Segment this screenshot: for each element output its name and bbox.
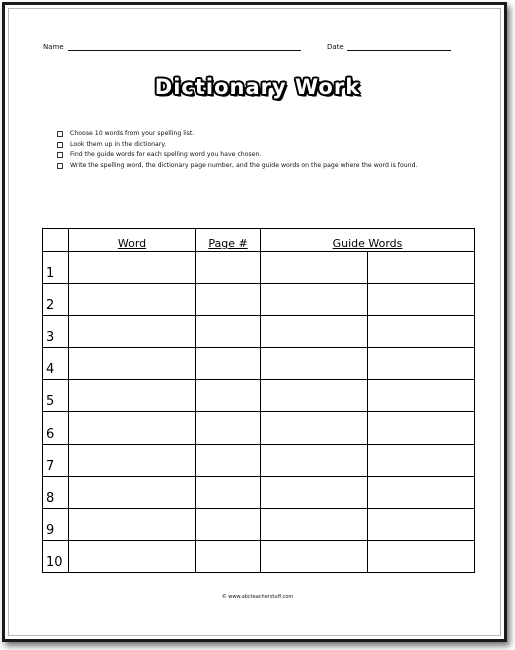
word-cell <box>69 316 196 348</box>
guide-word-1-cell <box>261 316 368 348</box>
word-cell <box>69 284 196 316</box>
guide-word-1-cell <box>261 252 368 284</box>
row-number: 3 <box>43 316 69 348</box>
page-cell <box>196 412 261 444</box>
guide-word-1-cell <box>261 412 368 444</box>
instruction-item <box>57 161 467 172</box>
table-row <box>43 252 475 284</box>
table-row <box>43 284 475 316</box>
checkbox-bullet-icon <box>57 152 63 158</box>
guide-word-1-cell <box>261 348 368 380</box>
guide-word-1-cell <box>261 540 368 572</box>
word-cell <box>69 540 196 572</box>
page-cell <box>196 508 261 540</box>
word-cell <box>69 412 196 444</box>
instruction-item <box>57 140 467 151</box>
checkbox-bullet-icon <box>57 163 63 169</box>
guide-word-1-cell <box>261 508 368 540</box>
checkbox-bullet-icon <box>57 131 63 137</box>
header-guide-words: Guide Words <box>261 229 475 252</box>
worksheet-title: Dictionary Work <box>154 75 361 99</box>
header-page: Page # <box>196 229 261 252</box>
guide-word-2-cell <box>368 540 475 572</box>
table-row <box>43 412 475 444</box>
table-row <box>43 508 475 540</box>
page-cell <box>196 444 261 476</box>
worksheet-frame <box>2 2 507 642</box>
word-cell <box>69 348 196 380</box>
guide-word-2-cell <box>368 316 475 348</box>
name-label: Name <box>43 43 64 51</box>
page-cell <box>196 252 261 284</box>
row-number: 9 <box>43 508 69 540</box>
word-cell <box>69 508 196 540</box>
guide-word-1-cell <box>261 284 368 316</box>
guide-word-2-cell <box>368 444 475 476</box>
footer-url: © www.abcteacherstuff.com <box>221 594 294 600</box>
header-number-cell <box>43 229 69 252</box>
page-cell <box>196 316 261 348</box>
instruction-list <box>57 129 467 171</box>
row-number: 5 <box>43 380 69 412</box>
instruction-text: Look them up in the dictionary. <box>70 140 167 148</box>
row-number: 2 <box>43 284 69 316</box>
row-number: 1 <box>43 252 69 284</box>
date-label: Date <box>327 43 344 51</box>
word-cell <box>69 252 196 284</box>
page-cell <box>196 284 261 316</box>
table-row <box>43 316 475 348</box>
row-number: 4 <box>43 348 69 380</box>
table-row <box>43 476 475 508</box>
guide-word-1-cell <box>261 476 368 508</box>
table-row <box>43 348 475 380</box>
table-row <box>43 444 475 476</box>
row-number: 8 <box>43 476 69 508</box>
instruction-text: Write the spelling word, the dictionary page number, and the guide words on the page where the word is found. <box>70 161 418 169</box>
instruction-item <box>57 150 467 161</box>
row-number: 10 <box>43 540 69 572</box>
instruction-text: Find the guide words for each spelling word you have chosen. <box>70 151 262 158</box>
word-cell <box>69 476 196 508</box>
page-cell <box>196 476 261 508</box>
name-line <box>68 50 301 51</box>
instruction-item <box>57 129 467 140</box>
guide-word-2-cell <box>368 412 475 444</box>
guide-word-1-cell <box>261 444 368 476</box>
guide-word-1-cell <box>261 380 368 412</box>
row-number: 7 <box>43 444 69 476</box>
row-number: 6 <box>43 412 69 444</box>
instruction-text: Choose 10 words from your spelling list. <box>70 130 195 137</box>
dictionary-table <box>42 228 475 573</box>
guide-word-2-cell <box>368 284 475 316</box>
page-cell <box>196 380 261 412</box>
table-row <box>43 540 475 572</box>
guide-word-2-cell <box>368 476 475 508</box>
page-cell <box>196 540 261 572</box>
table-header-row <box>43 229 475 252</box>
table-row <box>43 380 475 412</box>
header-word: Word <box>69 229 196 252</box>
checkbox-bullet-icon <box>57 142 63 148</box>
word-cell <box>69 444 196 476</box>
date-line <box>347 50 451 51</box>
header-row <box>43 41 463 55</box>
guide-word-2-cell <box>368 508 475 540</box>
word-cell <box>69 380 196 412</box>
page-cell <box>196 348 261 380</box>
guide-word-2-cell <box>368 348 475 380</box>
guide-word-2-cell <box>368 252 475 284</box>
guide-word-2-cell <box>368 380 475 412</box>
